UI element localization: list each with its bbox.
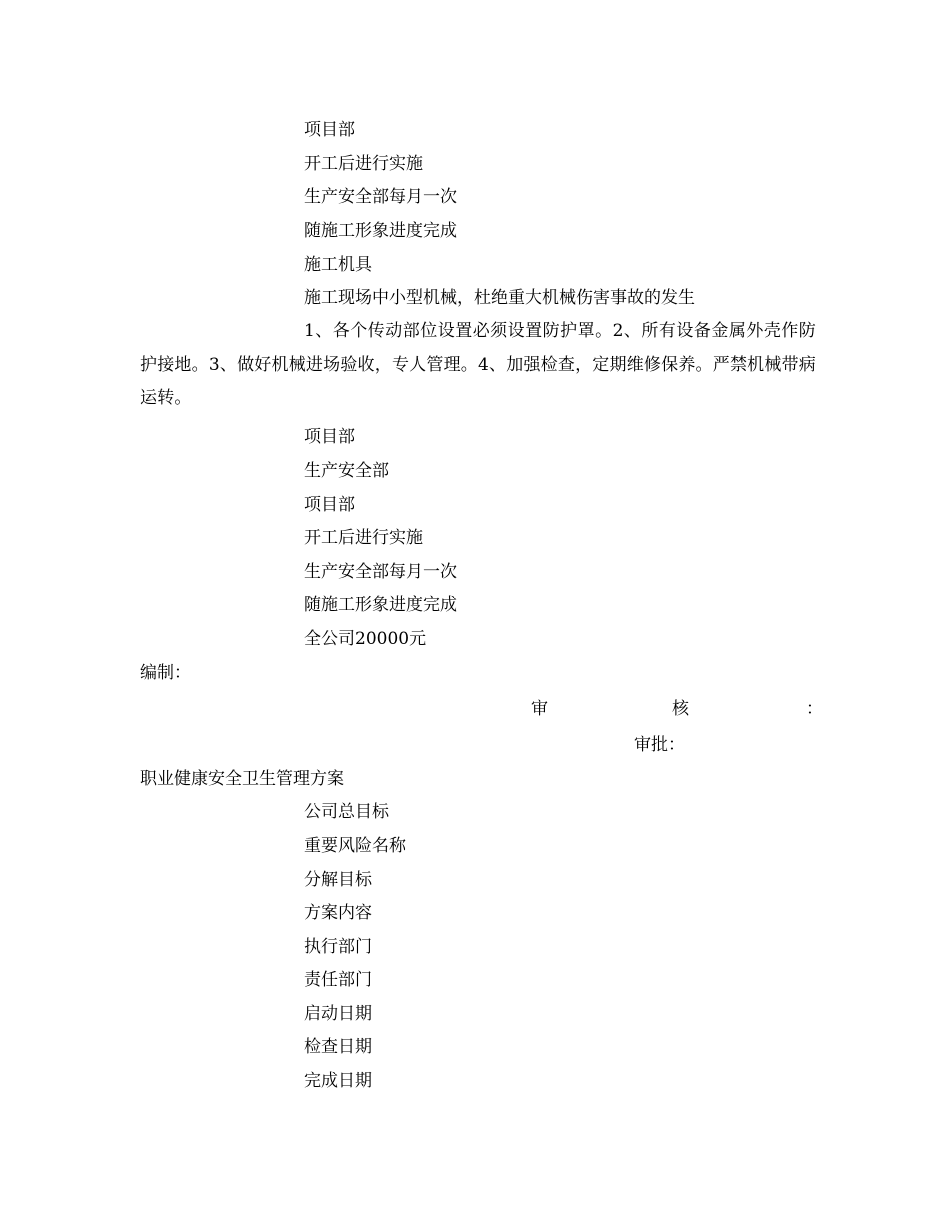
measures-paragraph: 1、各个传动部位设置必须设置防护罩。2、所有设备金属外壳作防护接地。3、做好机械进场验收，专人管理。4、加强检查，定期维修保养。严禁机械带病运转。	[140, 321, 816, 408]
list-item: 执行部门	[304, 937, 372, 957]
review-label-colon: ：	[806, 699, 823, 719]
section-title: 职业健康安全卫生管理方案	[140, 769, 344, 789]
text-line: 施工现场中小型机械，杜绝重大机械伤害事故的发生	[304, 288, 695, 308]
list-item: 分解目标	[304, 870, 372, 890]
list-item: 重要风险名称	[304, 836, 406, 856]
text-line: 项目部	[304, 427, 355, 447]
text-line: 全公司20000元	[304, 629, 427, 649]
text-line: 项目部	[304, 120, 355, 140]
text-line: 生产安全部每月一次	[304, 562, 457, 582]
review-label-char: 审	[531, 699, 548, 719]
text-line: 生产安全部每月一次	[304, 187, 457, 207]
text-line: 随施工形象进度完成	[304, 221, 457, 241]
text-line: 开工后进行实施	[304, 154, 423, 174]
list-item: 方案内容	[304, 903, 372, 923]
prepared-by-label: 编制：	[140, 663, 191, 683]
text-line: 施工机具	[304, 255, 372, 275]
review-label-char: 核	[672, 699, 689, 719]
text-line: 生产安全部	[304, 461, 389, 481]
list-item: 检查日期	[304, 1037, 372, 1057]
text-line: 随施工形象进度完成	[304, 595, 457, 615]
text-line: 项目部	[304, 495, 355, 515]
text-line: 开工后进行实施	[304, 528, 423, 548]
list-item: 公司总目标	[304, 802, 389, 822]
list-item: 完成日期	[304, 1071, 372, 1091]
approve-label: 审批：	[634, 735, 685, 755]
list-item: 责任部门	[304, 970, 372, 990]
list-item: 启动日期	[304, 1004, 372, 1024]
